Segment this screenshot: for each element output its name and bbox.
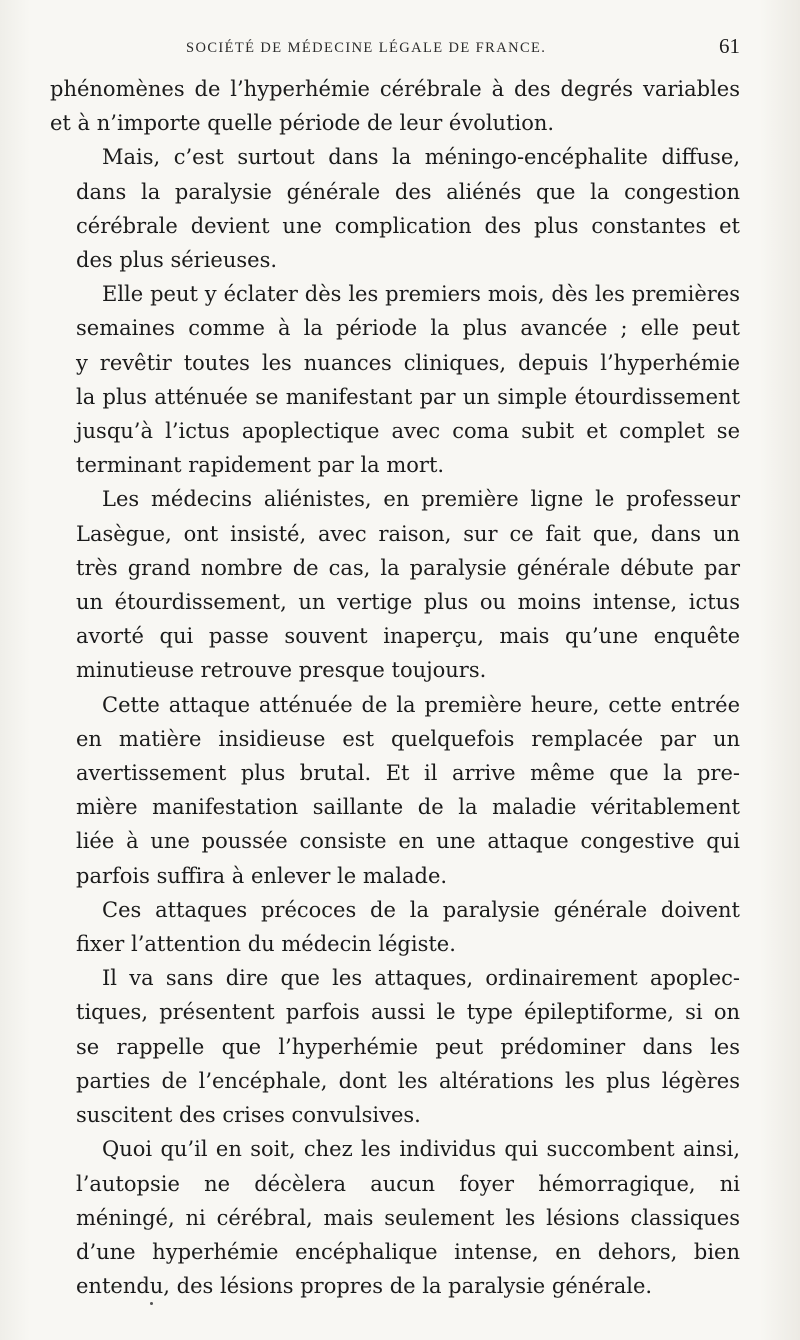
paragraph xyxy=(50,72,740,140)
page-header xyxy=(186,34,740,64)
text-line: très grand nombre de cas, la paralysie générale débute par xyxy=(76,555,740,580)
text-line: en matière insidieuse est quelquefois remplacée par un xyxy=(76,726,740,751)
text-line: la plus atténuée se manifestant par un simple étourdissement xyxy=(76,384,740,409)
page-number: 61 xyxy=(719,34,740,58)
text-line: un étourdissement, un vertige plus ou moins intense, ictus xyxy=(76,590,740,615)
text-line: Mais, c’est surtout dans la méningo-encéphalite diffuse, xyxy=(102,145,740,170)
paragraph xyxy=(50,893,740,961)
text-line: des plus sérieuses. xyxy=(76,248,278,273)
text-line: cérébrale devient une complication des plus constantes et xyxy=(76,213,740,238)
text-line: fixer l’attention du médecin légiste. xyxy=(76,932,456,957)
text-line: suscitent des crises convulsives. xyxy=(76,1103,421,1128)
paragraph xyxy=(50,961,740,1132)
text-line: d’une hyperhémie encéphalique intense, en dehors, bien xyxy=(76,1239,740,1264)
text-line: phénomènes de l’hyperhémie cérébrale à des degrés variables xyxy=(50,77,740,101)
text-line: Il va sans dire que les attaques, ordinairement apoplec- xyxy=(102,966,740,991)
text-line: méningé, ni cérébral, mais seulement les lésions classiques xyxy=(76,1205,740,1230)
text-line: Ces attaques précoces de la paralysie générale doivent xyxy=(102,897,740,922)
text-line: parfois suffira à enlever le malade. xyxy=(76,863,448,888)
text-line: Cette attaque atténuée de la première heure, cette entrée xyxy=(102,692,740,717)
text-line: avertissement plus brutal. Et il arrive même que la pre- xyxy=(76,761,740,786)
running-head: SOCIÉTÉ DE MÉDECINE LÉGALE DE FRANCE. xyxy=(186,40,547,56)
text-line: se rappelle que l’hyperhémie peut prédominer dans les xyxy=(76,1034,740,1059)
text-line: dans la paralysie générale des aliénés que la congestion xyxy=(76,179,740,204)
text-line: Quoi qu’il en soit, chez les individus qui succombent ainsi, xyxy=(102,1137,740,1162)
text-line: tiques, présentent parfois aussi le type épileptiforme, si on xyxy=(76,1000,740,1025)
text-line: semaines comme à la période la plus avancée ; elle peut xyxy=(76,316,740,341)
text-line: l’autopsie ne décèlera aucun foyer hémorragique, ni xyxy=(76,1171,740,1196)
text-line: liée à une poussée consiste en une attaque congestive qui xyxy=(76,829,740,854)
text-line: avorté qui passe souvent inaperçu, mais qu’une enquête xyxy=(76,624,740,649)
text-line: Les médecins aliénistes, en première ligne le professeur xyxy=(102,487,740,512)
paragraph xyxy=(50,688,740,893)
text-line: jusqu’à l’ictus apoplectique avec coma subit et complet se xyxy=(76,419,740,444)
text-line: et à n’importe quelle période de leur évolution. xyxy=(50,111,555,136)
ink-speck xyxy=(150,1302,153,1305)
text-line: terminant rapidement par la mort. xyxy=(76,453,445,478)
paragraph xyxy=(50,1132,740,1303)
text-line: parties de l’encéphale, dont les altérations les plus légères xyxy=(76,1068,740,1093)
text-line: Elle peut y éclater dès les premiers mois, dès les premières xyxy=(102,282,740,307)
text-line: mière manifestation saillante de la maladie véritablement xyxy=(76,795,740,820)
paragraph xyxy=(50,140,740,277)
text-line: entendu, des lésions propres de la paralysie générale. xyxy=(76,1274,653,1299)
paragraph xyxy=(50,482,740,687)
body-text xyxy=(50,72,740,1303)
text-line: Lasègue, ont insisté, avec raison, sur ce fait que, dans un xyxy=(76,521,740,546)
text-line: minutieuse retrouve presque toujours. xyxy=(76,658,487,683)
text-line: y revêtir toutes les nuances cliniques, depuis l’hyperhémie xyxy=(76,350,740,375)
paragraph xyxy=(50,277,740,482)
